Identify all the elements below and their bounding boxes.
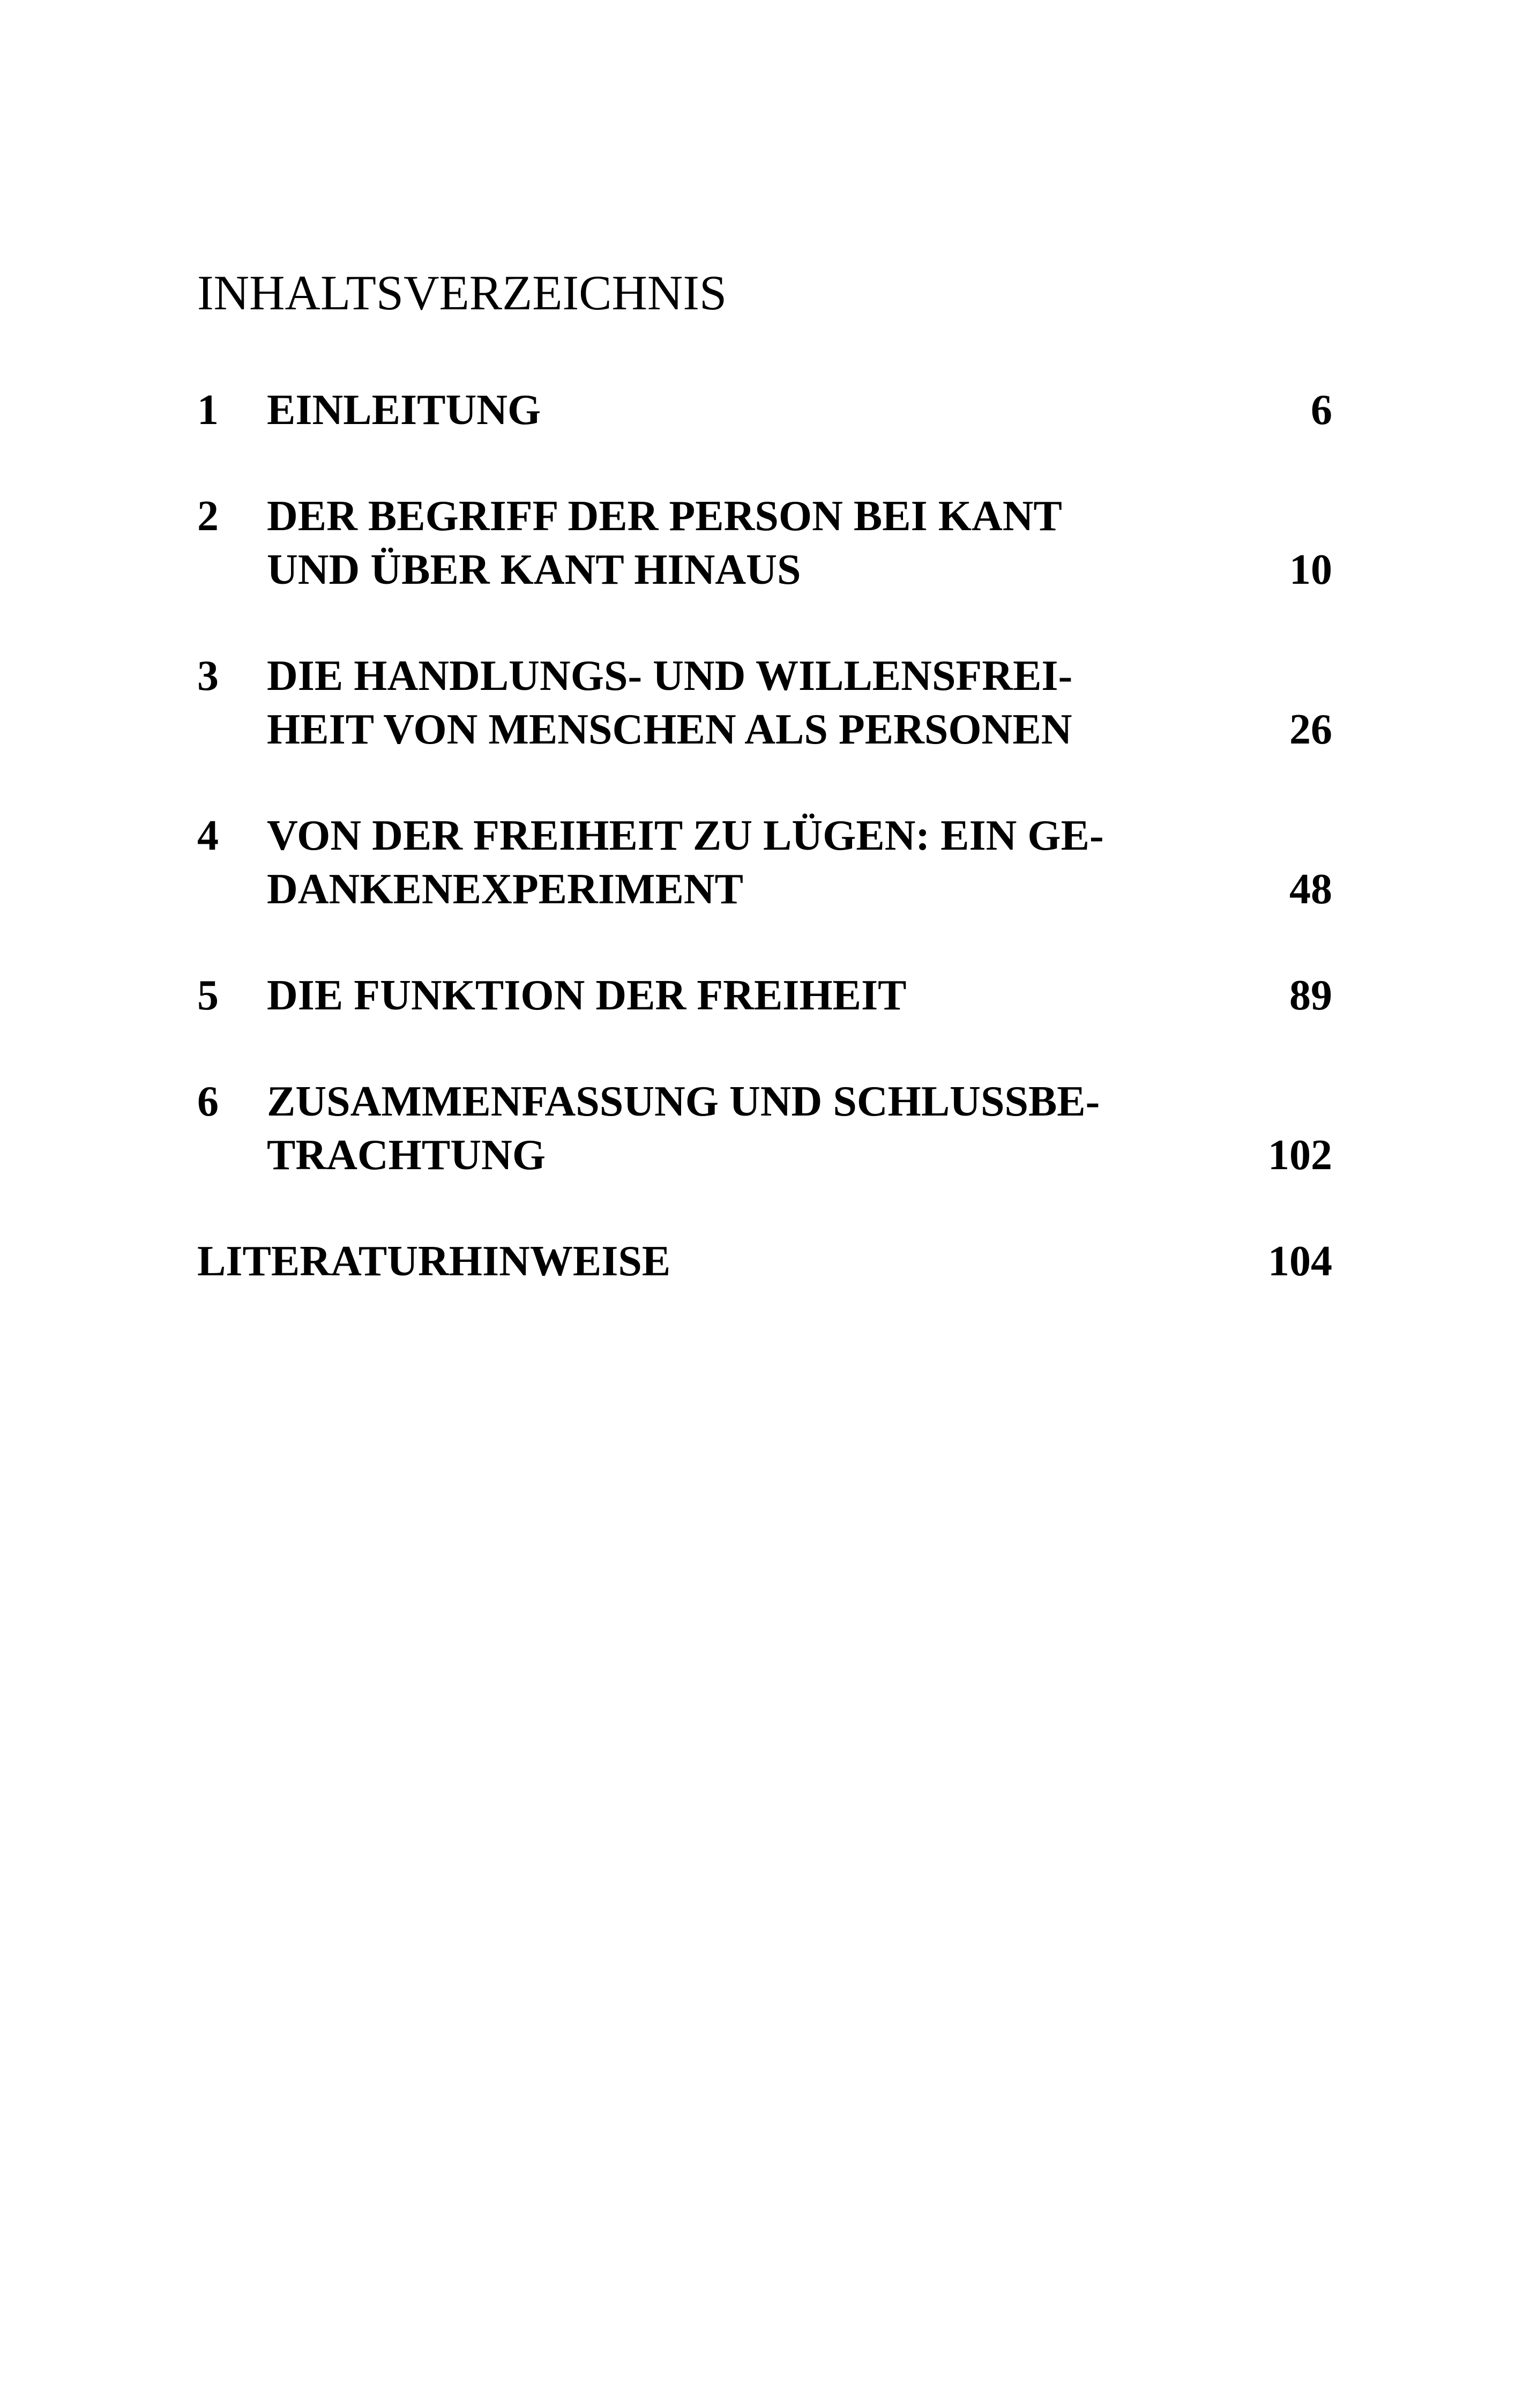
toc-entry-page: 104 xyxy=(1268,1238,1332,1285)
toc-entry-1 xyxy=(197,383,1332,437)
toc-entry-number: 3 xyxy=(197,652,219,700)
toc-entry-number: 6 xyxy=(197,1078,219,1125)
toc-entry-title: VON DER FREIHEIT ZU LÜGEN: EIN GE- DANKENEXPERIMENT xyxy=(267,812,1104,913)
toc-entry-title: EINLEITUNG xyxy=(267,387,541,434)
toc-entry-page: 102 xyxy=(1268,1132,1332,1179)
toc-entry-page: 10 xyxy=(1289,546,1332,593)
toc-entry-3 xyxy=(197,649,1332,756)
toc-entry-number: 5 xyxy=(197,972,219,1019)
toc-entry-6 xyxy=(197,1075,1332,1182)
toc-entry-title: ZUSAMMENFASSUNG UND SCHLUSSBE- TRACHTUNG xyxy=(267,1078,1100,1179)
toc-entry-number: 4 xyxy=(197,812,219,859)
toc-entry-5 xyxy=(197,969,1332,1022)
toc-entry-references xyxy=(197,1235,1332,1288)
toc-entry-title: LITERATURHINWEISE xyxy=(197,1238,671,1285)
toc-entry-title: DIE HANDLUNGS- UND WILLENSFREI- HEIT VON MENSCHEN ALS PERSONEN xyxy=(267,652,1073,753)
toc-entry-title: DIE FUNKTION DER FREIHEIT xyxy=(267,972,907,1019)
toc-entry-page: 26 xyxy=(1289,706,1332,753)
toc-entry-4 xyxy=(197,809,1332,916)
toc-title: INHALTSVERZEICHNIS xyxy=(197,265,727,320)
toc-entry-number: 1 xyxy=(197,387,219,434)
toc-entry-title: DER BEGRIFF DER PERSON BEI KANT UND ÜBER KANT HINAUS xyxy=(267,493,1062,593)
toc-entry-page: 48 xyxy=(1289,866,1332,913)
toc-entry-number: 2 xyxy=(197,493,219,540)
toc-entry-page: 6 xyxy=(1311,387,1332,434)
toc-entry-2 xyxy=(197,489,1332,597)
toc-entry-page: 89 xyxy=(1289,972,1332,1019)
